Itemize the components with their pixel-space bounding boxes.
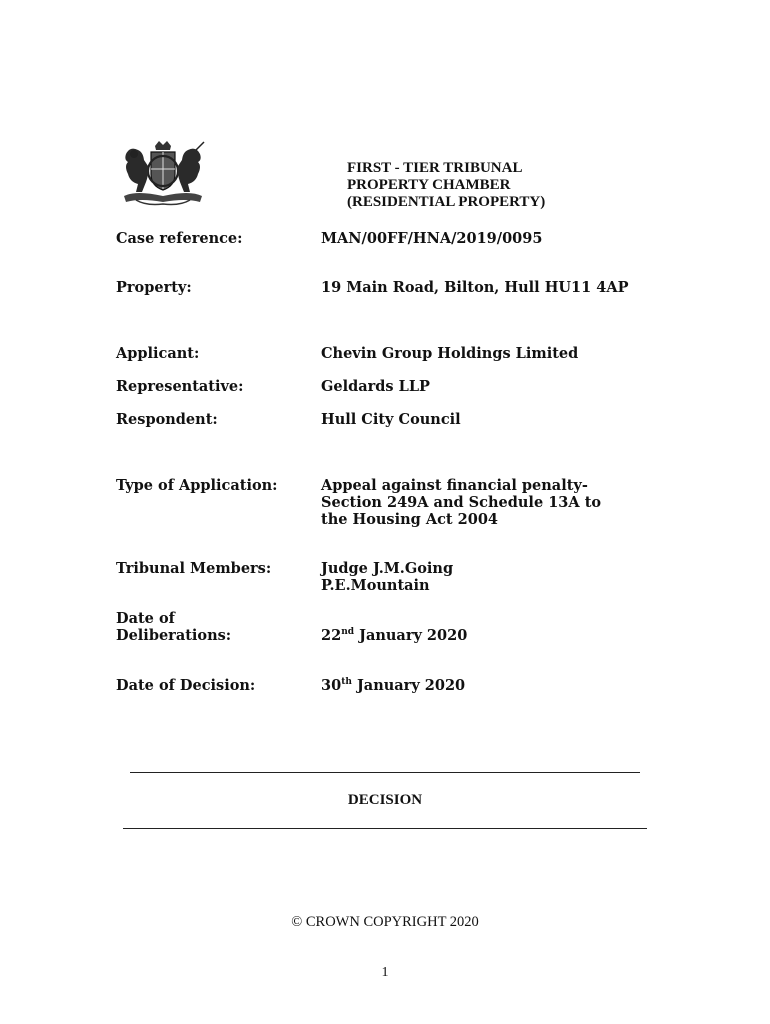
header-line-3: (RESIDENTIAL PROPERTY) [347,194,546,210]
date-of-decision-label: Date of Decision: [116,677,256,694]
respondent-label: Respondent: [116,411,218,428]
applicant-label: Applicant: [116,345,200,362]
decision-day: 30 [321,677,342,694]
date-of-decision-value [321,677,465,694]
type-of-application-line: the Housing Act 2004 [321,511,499,528]
date-of-deliberations-label [116,610,231,644]
bottom-divider [123,828,647,829]
type-of-application-line: Appeal against financial penalty- [321,477,588,494]
tribunal-members-label: Tribunal Members: [116,560,272,577]
case-reference-value: MAN/00FF/HNA/2019/0095 [321,230,543,247]
decision-title: DECISION [347,792,423,808]
decision-day-suffix: th [341,677,352,688]
deliberations-day: 22 [321,627,342,644]
representative-value: Geldards LLP [321,378,430,395]
royal-coat-of-arms-icon [116,140,210,206]
deliberations-day-suffix: nd [341,627,355,638]
type-of-application-label: Type of Application: [116,477,278,494]
applicant-value: Chevin Group Holdings Limited [321,345,579,362]
tribunal-member: P.E.Mountain [321,577,430,594]
tribunal-header [347,160,545,211]
property-value: 19 Main Road, Bilton, Hull HU11 4AP [321,279,629,296]
date-of-deliberations-label-line: Deliberations: [116,627,232,644]
property-label: Property: [116,279,192,296]
type-of-application-value [321,477,601,528]
top-divider [130,772,640,773]
date-of-deliberations-label-line: Date of [116,610,175,627]
tribunal-member: Judge J.M.Going [321,560,454,577]
header-line-1: FIRST - TIER TRIBUNAL [347,160,523,176]
date-of-deliberations-value [321,627,467,644]
representative-label: Representative: [116,378,244,395]
page-number: 1 [381,965,389,980]
decision-month-year: January 2020 [351,677,466,694]
deliberations-month-year: January 2020 [354,627,468,644]
crown-copyright: © CROWN COPYRIGHT 2020 [291,914,479,930]
respondent-value: Hull City Council [321,411,461,428]
tribunal-members-value [321,560,453,594]
header-line-2: PROPERTY CHAMBER [347,177,511,193]
type-of-application-line: Section 249A and Schedule 13A to [321,494,602,511]
case-reference-label: Case reference: [116,230,243,247]
